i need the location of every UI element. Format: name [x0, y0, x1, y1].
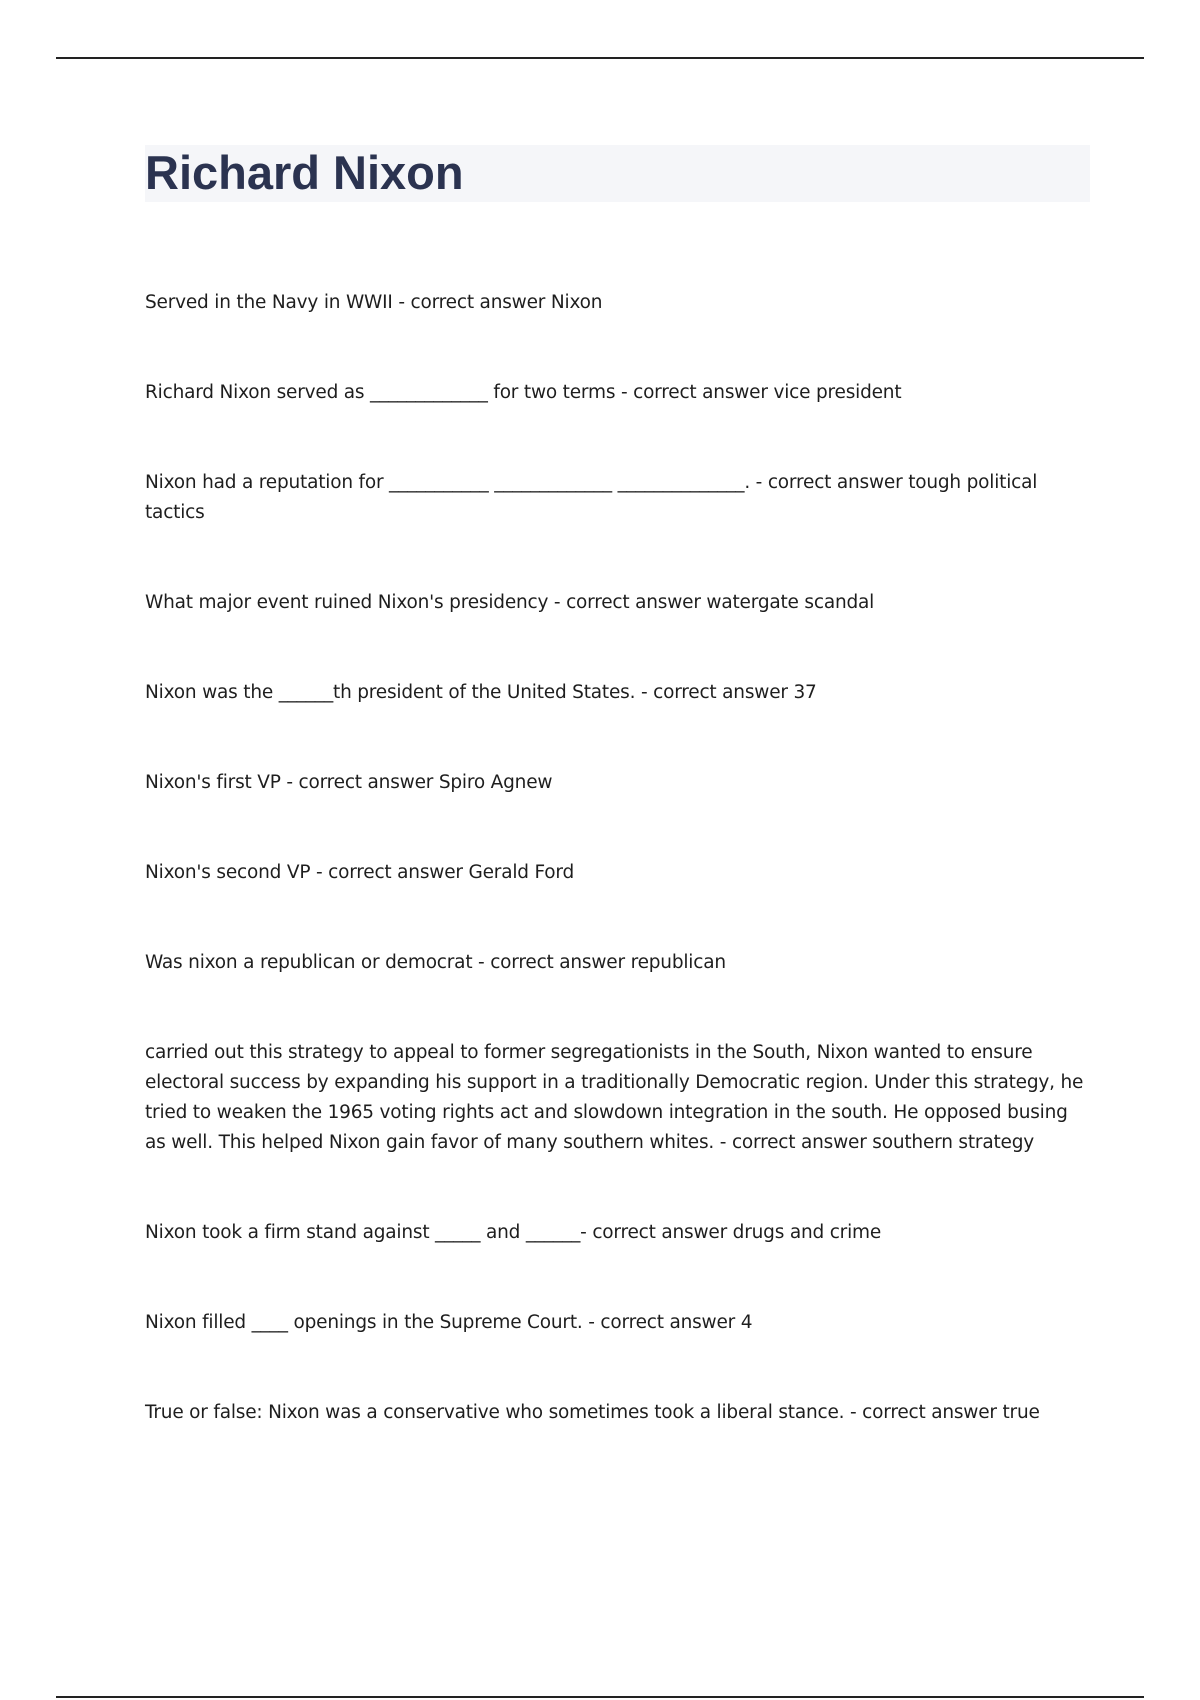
qa-item-9: carried out this strategy to appeal to former segregationists in the South, Nixon wanted to ensure electoral success by expanding his support in a traditionally Democratic region. Under this strategy, he tried to weaken the 1965 voting rights act and slowdown integration in the south. He opposed busing as well. This helped Nixon gain favor of many southern whites. - correct answer southern strategy — [145, 1042, 1084, 1153]
qa-item-3: Nixon had a reputation for ___________ _____________ ______________. - correct answer tough political tactics — [145, 472, 1038, 523]
qa-item-2: Richard Nixon served as _____________ for two terms - correct answer vice president — [145, 382, 902, 403]
qa-item-11: Nixon filled ____ openings in the Supreme Court. - correct answer 4 — [145, 1312, 753, 1333]
qa-item-6: Nixon's first VP - correct answer Spiro Agnew — [145, 772, 553, 793]
qa-item-1: Served in the Navy in WWII - correct answer Nixon — [145, 292, 603, 313]
document-title: Richard Nixon — [145, 146, 464, 199]
qa-item-12: True or false: Nixon was a conservative who sometimes took a liberal stance. - correct answer true — [145, 1402, 1040, 1423]
question-answer-list — [145, 288, 1090, 1488]
bottom-divider — [56, 1696, 1144, 1698]
qa-item-4: What major event ruined Nixon's presidency - correct answer watergate scandal — [145, 592, 875, 613]
top-divider — [56, 57, 1144, 59]
qa-item-8: Was nixon a republican or democrat - correct answer republican — [145, 952, 726, 973]
qa-item-10: Nixon took a firm stand against _____ and ______- correct answer drugs and crime — [145, 1222, 882, 1243]
qa-item-5: Nixon was the ______th president of the United States. - correct answer 37 — [145, 682, 817, 703]
qa-item-7: Nixon's second VP - correct answer Gerald Ford — [145, 862, 575, 883]
